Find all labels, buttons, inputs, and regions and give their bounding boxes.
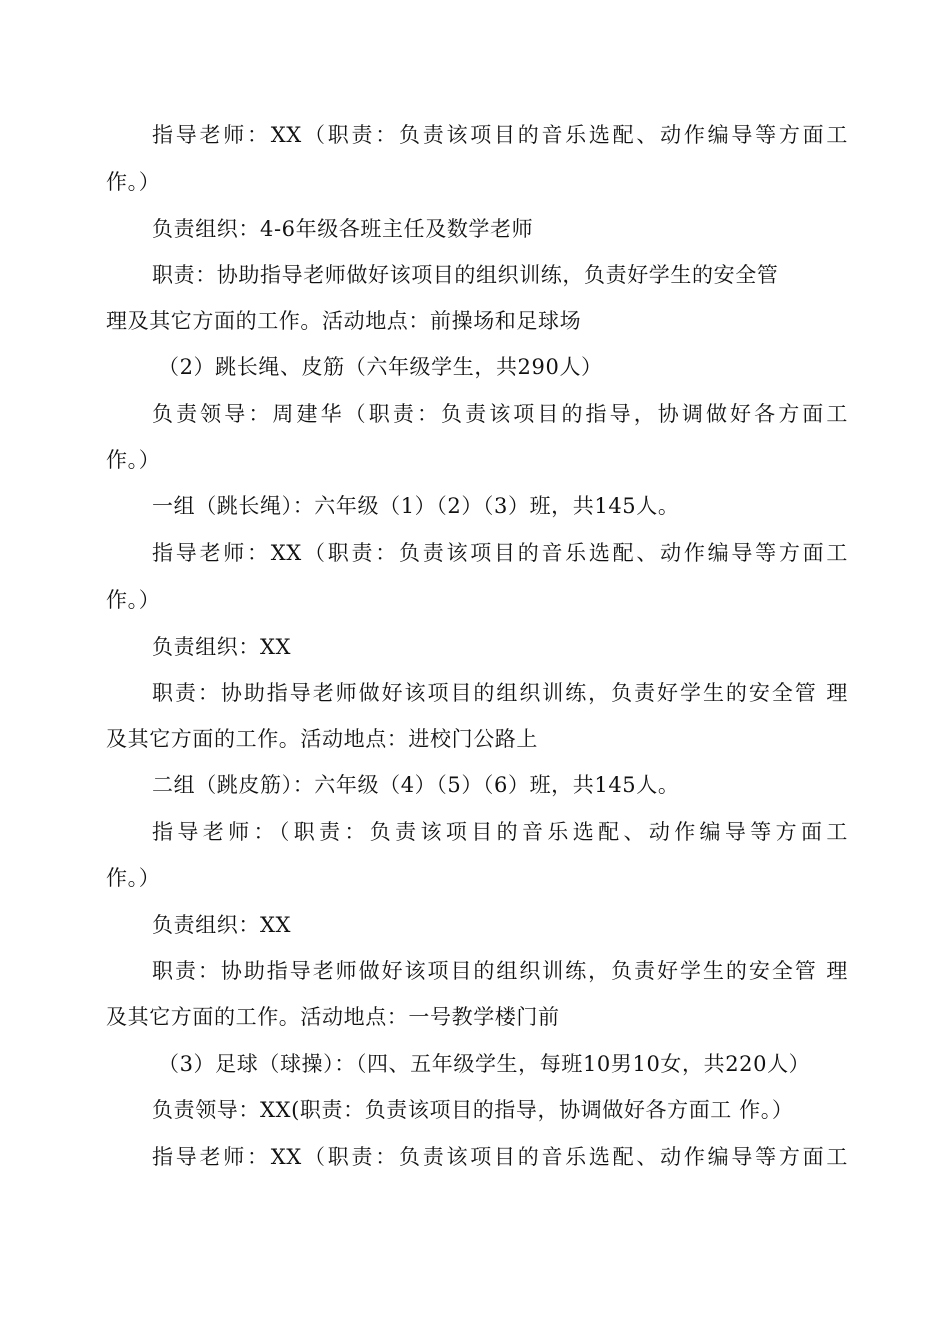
paragraph-line: 指导老师：（职责：负责该项目的音乐选配、动作编导等方面工 [152,820,848,844]
paragraph-line: 指导老师：XX（职责：负责该项目的音乐选配、动作编导等方面工 [152,541,848,565]
section-heading: （3）足球（球操）：（四、五年级学生，每班10男10女，共220人） [158,1052,811,1076]
paragraph-line: 负责组织：4-6年级各班主任及数学老师 [152,217,534,241]
paragraph-line: 职责：协助指导老师做好该项目的组织训练，负责好学生的安全管 理 [152,959,848,983]
paragraph-line: 作。） [106,170,161,194]
paragraph-line: 及其它方面的工作。活动地点：一号教学楼门前 [106,1005,560,1029]
paragraph-line: 一组（跳长绳）：六年级（1）（2）（3）班，共145人。 [152,494,680,518]
paragraph-line: 二组（跳皮筋）：六年级（4）（5）（6）班，共145人。 [152,773,680,797]
paragraph-line: 职责：协助指导老师做好该项目的组织训练，负责好学生的安全管 理 [152,681,848,705]
paragraph-line: 理及其它方面的工作。活动地点：前操场和足球场 [106,309,582,333]
section-heading: （2）跳长绳、皮筋（六年级学生，共290人） [158,355,603,379]
paragraph-line: 负责领导：XX(职责：负责该项目的指导，协调做好各方面工 作。） [152,1098,794,1122]
paragraph-line: 指导老师：XX（职责：负责该项目的音乐选配、动作编导等方面工 [152,1145,848,1169]
paragraph-line: 负责组织：XX [152,635,292,659]
paragraph-line: 指导老师：XX（职责：负责该项目的音乐选配、动作编导等方面工 [152,123,848,147]
paragraph-line: 作。） [106,448,161,472]
paragraph-line: 及其它方面的工作。活动地点：进校门公路上 [106,727,538,751]
paragraph-line: 负责领导：周建华（职责：负责该项目的指导，协调做好各方面工 [152,402,848,426]
paragraph-line: 作。） [106,588,161,612]
paragraph-line: 作。） [106,866,161,890]
paragraph-line: 职责：协助指导老师做好该项目的组织训练，负责好学生的安全管 [152,263,779,287]
paragraph-line: 负责组织：XX [152,913,292,937]
